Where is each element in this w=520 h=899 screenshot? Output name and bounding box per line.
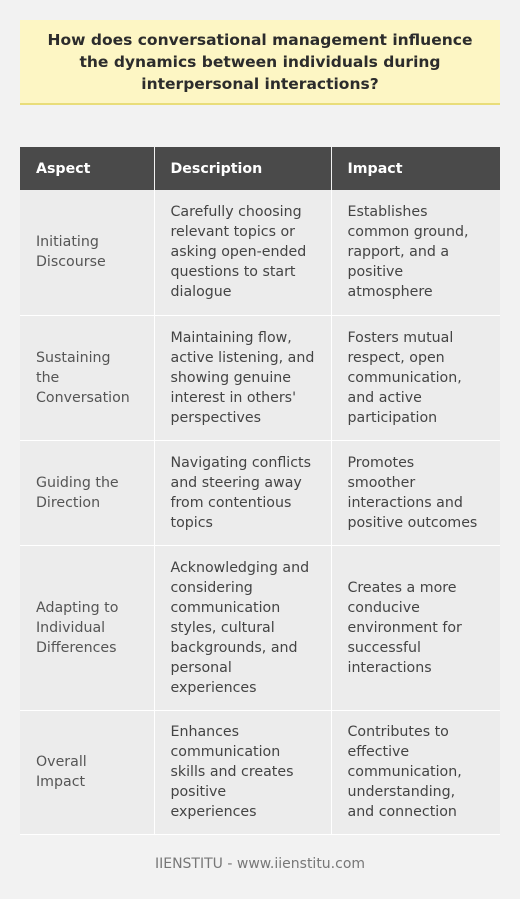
aspect-cell: Adapting to Individual Differences <box>20 545 154 710</box>
aspect-cell: Sustaining the Conversation <box>20 315 154 440</box>
impact-cell: Establishes common ground, rapport, and a positive atmosphere <box>331 190 500 315</box>
aspect-cell: Initiating Discourse <box>20 190 154 315</box>
impact-cell: Creates a more conducive environment for successful interactions <box>331 545 500 710</box>
description-cell: Carefully choosing relevant topics or asking open-ended questions to start dialogue <box>154 190 331 315</box>
description-cell: Acknowledging and considering communication styles, cultural backgrounds, and personal experiences <box>154 545 331 710</box>
table-row <box>20 440 500 545</box>
question-banner <box>20 20 500 105</box>
table-row <box>20 545 500 710</box>
aspect-cell: Guiding the Direction <box>20 440 154 545</box>
aspect-cell: Overall Impact <box>20 710 154 834</box>
table-row <box>20 710 500 834</box>
question-text: How does conversational management influence the dynamics between individuals during interpersonal interactions? <box>47 30 473 93</box>
header-description: Description <box>154 147 331 190</box>
table-row <box>20 190 500 315</box>
header-impact: Impact <box>331 147 500 190</box>
header-aspect: Aspect <box>20 147 154 190</box>
impact-cell: Contributes to effective communication, understanding, and connection <box>331 710 500 834</box>
aspects-table <box>20 147 500 835</box>
description-cell: Enhances communication skills and creates positive experiences <box>154 710 331 834</box>
description-cell: Navigating conflicts and steering away from contentious topics <box>154 440 331 545</box>
table-header-row <box>20 147 500 190</box>
impact-cell: Promotes smoother interactions and positive outcomes <box>331 440 500 545</box>
description-cell: Maintaining flow, active listening, and showing genuine interest in others' perspectives <box>154 315 331 440</box>
impact-cell: Fosters mutual respect, open communication, and active participation <box>331 315 500 440</box>
footer-credit: IIENSTITU - www.iienstitu.com <box>154 856 366 872</box>
table-row <box>20 315 500 440</box>
